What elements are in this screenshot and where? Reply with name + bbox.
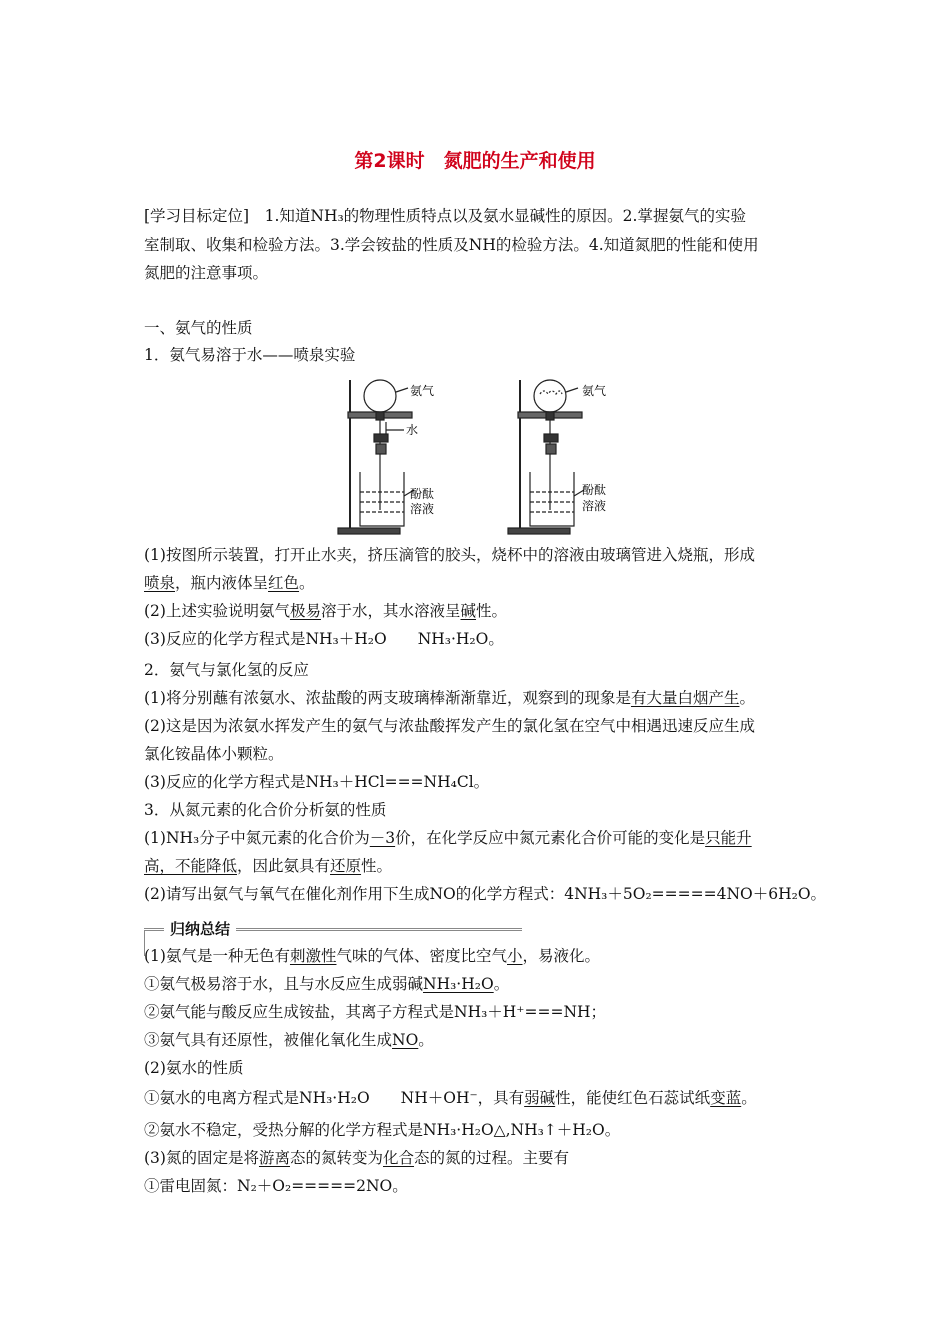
para-2: (2)上述实验说明氨气极易溶于水，其水溶液呈碱性。	[144, 602, 508, 620]
answer-small: 小	[507, 947, 523, 965]
summary-5: (2)氨水的性质	[144, 1059, 244, 1077]
answer-white-smoke: 有大量白烟产生	[630, 689, 740, 707]
answer-combined: 化合	[383, 1149, 415, 1167]
summary-1: (1)氨气是一种无色有刺激性气味的气体、密度比空气小，易液化。	[144, 947, 601, 965]
apparatus-left	[338, 380, 414, 534]
summary-4: ③氨气具有还原性，被催化氧化生成NO。	[144, 1031, 434, 1049]
objectives-line-2: 室制取、收集和检验方法。3.学会铵盐的性质及NH的检验方法。4.知道氮肥的性能和使用	[144, 236, 759, 254]
answer-ammonia-hydrate: NH₃·H₂O	[423, 975, 494, 993]
section-heading: 一、氨气的性质	[144, 319, 253, 337]
figure-label-phenolphthalein-right: 酚酞	[582, 483, 607, 497]
para-7-line-1: (1)NH₃分子中氮元素的化合价为－3价，在化学反应中氮元素化合价可能的变化是只能升	[144, 829, 752, 847]
figure-label-phenolphthalein-left: 酚酞	[410, 487, 435, 501]
objectives-line-3: 氮肥的注意事项。	[144, 264, 269, 282]
answer-weak-base: 弱碱	[524, 1089, 556, 1107]
para-1-line-2: 喷泉，瓶内液体呈红色。	[144, 574, 315, 592]
summary-label: 归纳总结	[164, 918, 236, 939]
para-8: (2)请写出氨气与氧气在催化剂作用下生成NO的化学方程式：4NH₃＋5O₂=====4NO＋6H₂O。	[144, 885, 827, 903]
para-3: (3)反应的化学方程式是NH₃＋H₂O NH₃·H₂O。	[144, 630, 504, 648]
item-3-heading: 3．从氮元素的化合价分析氨的性质	[144, 801, 387, 819]
para-7-line-2: 高，不能降低，因此氨具有还原性。	[144, 857, 393, 875]
answer-turn-blue: 变蓝	[710, 1089, 742, 1107]
summary-9: ①雷电固氮：N₂＋O₂=====2NO。	[144, 1177, 408, 1195]
para-5-line-2: 氯化铵晶体小颗粒。	[144, 745, 284, 763]
figure-label-solution-right: 溶液	[582, 499, 607, 513]
apparatus-right	[508, 380, 584, 534]
answer-only-rise: 只能升	[705, 829, 752, 847]
summary-8: (3)氮的固定是将游离态的氮转变为化合态的氮的过程。主要有	[144, 1149, 570, 1167]
summary-3: ②氨气能与酸反应生成铵盐，其离子方程式是NH₃＋H⁺===NH；	[144, 1003, 607, 1021]
item-1-heading: 1．氨气易溶于水——喷泉实验	[144, 346, 356, 364]
answer-extremely: 极易	[289, 602, 321, 620]
answer-minus-3: －3	[369, 829, 396, 847]
summary-6: ①氨水的电离方程式是NH₃·H₂O NH＋OH⁻，具有弱碱性，能使红色石蕊试纸变蓝。	[144, 1089, 757, 1107]
para-6: (3)反应的化学方程式是NH₃＋HCl===NH₄Cl。	[144, 773, 490, 791]
figure-label-solution-left: 溶液	[410, 502, 435, 516]
answer-red: 红色	[268, 574, 300, 592]
summary-7: ②氨水不稳定，受热分解的化学方程式是NH₃·H₂O△,NH₃↑＋H₂O。	[144, 1121, 621, 1139]
answer-no: NO	[392, 1031, 419, 1049]
answer-base: 碱	[460, 602, 477, 620]
answer-fountain: 喷泉	[144, 574, 176, 592]
summary-2: ①氨气极易溶于水，且与水反应生成弱碱NH₃·H₂O。	[144, 975, 510, 993]
para-1-line-1: (1)按图所示装置，打开止水夹，挤压滴管的胶头，烧杯中的溶液由玻璃管进入烧瓶，形成	[144, 546, 755, 564]
objectives-line-1: [学习目标定位] 1.知道NH₃的物理性质特点以及氨水显碱性的原因。2.掌握氨气的实验	[144, 207, 746, 225]
page-title: 第2课时 氮肥的生产和使用	[354, 150, 596, 172]
answer-pungent: 刺激性	[289, 947, 337, 965]
para-4: (1)将分别蘸有浓氨水、浓盐酸的两支玻璃棒渐渐靠近，观察到的现象是有大量白烟产生。	[144, 689, 755, 707]
answer-free: 游离	[258, 1149, 290, 1167]
answer-reducing: 还原	[330, 857, 362, 875]
item-2-heading: 2．氨气与氯化氢的反应	[144, 661, 309, 679]
figure-label-water: 水	[406, 423, 419, 437]
para-5-line-1: (2)这是因为浓氨水挥发产生的氨气与浓盐酸挥发产生的氯化氢在空气中相遇迅速反应生成	[144, 717, 755, 735]
figure-label-ammonia-left: 氨气	[410, 384, 435, 398]
figure-label-ammonia-right: 氨气	[582, 384, 607, 398]
answer-not-lower: 高，不能降低	[144, 857, 238, 875]
summary-header	[144, 918, 522, 940]
fountain-experiment-figure	[330, 374, 630, 536]
